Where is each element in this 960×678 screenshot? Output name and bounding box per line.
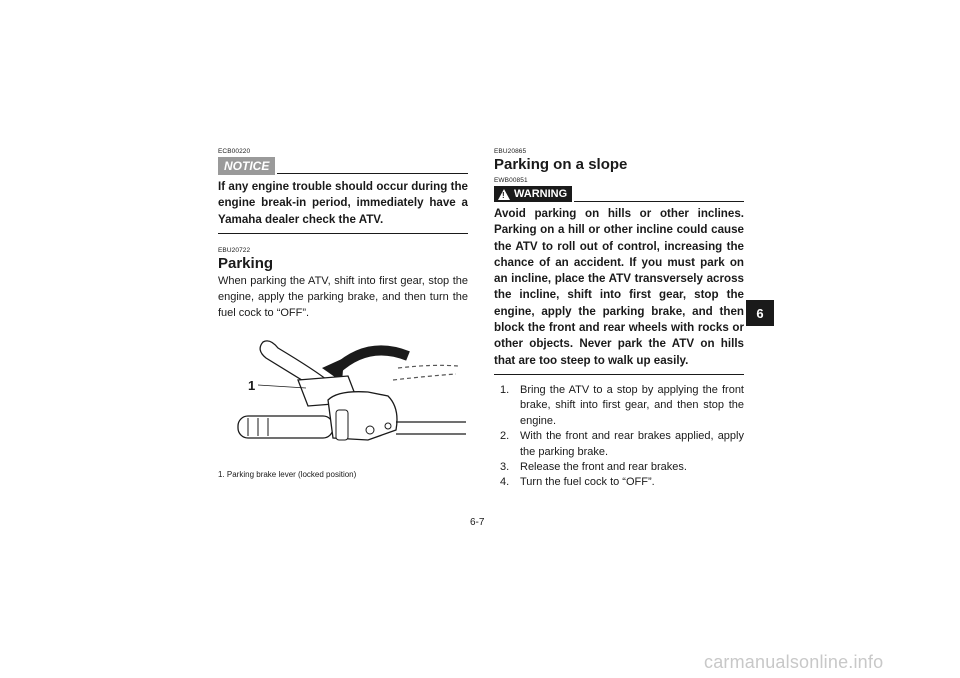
watermark: carmanualsonline.info xyxy=(704,652,884,672)
warning-badge xyxy=(494,186,572,202)
notice-badge: NOTICE xyxy=(218,157,275,175)
warning-code: EWB00851 xyxy=(494,177,528,184)
warning-triangle-icon: ! xyxy=(498,189,510,200)
handlebar-grip xyxy=(238,416,333,438)
warning-rule xyxy=(574,201,744,202)
list-item: 1. Bring the ATV to a stop by applying the front brake, shift into first gear, and then stop the engine. xyxy=(500,383,744,427)
brake-lever-illustration xyxy=(218,330,468,460)
warning-header xyxy=(494,186,744,202)
notice-header xyxy=(218,157,468,175)
notice-end-rule xyxy=(218,233,468,234)
lever-ghost xyxy=(398,365,458,368)
notice-rule xyxy=(277,173,468,174)
warning-label: WARNING xyxy=(514,188,568,200)
notice-code: ECB00220 xyxy=(218,148,251,155)
parking-heading: Parking xyxy=(218,254,274,272)
warning-text: Avoid parking on hills or other inclines. Parking on a hill or other incline could cause the ATV to roll out of control, increasing the chance of an accident. If you must park on an incline, place the ATV transversely across the incline, shift into first gear, stop the engine, apply the parking brake, and then block the front and rear wheels with rocks or other objects. Never park the ATV on hills that are too steep to walk up easily. xyxy=(494,207,744,367)
notice-text: If any engine trouble should occur during the engine break-in period, immediately have a Yamaha dealer check the ATV. xyxy=(218,180,468,226)
slope-steps xyxy=(494,383,744,491)
list-item: 2. With the front and rear brakes applied, apply the parking brake. xyxy=(500,430,744,458)
list-item: 3. Release the front and rear brakes. xyxy=(500,461,687,473)
callout-leader xyxy=(258,385,306,388)
figure-caption: 1. Parking brake lever (locked position) xyxy=(218,469,357,479)
parking-brake-figure xyxy=(218,330,468,460)
list-item: 4. Turn the fuel cock to “OFF”. xyxy=(500,476,655,489)
left-column xyxy=(218,148,468,479)
parking-text: When parking the ATV, shift into first gear, stop the engine, apply the parking brake, and then turn the fuel cock to “OFF”. xyxy=(218,274,468,320)
parking-code: EBU20722 xyxy=(218,246,251,254)
warning-end-rule xyxy=(494,374,744,375)
slope-heading: Parking on a slope xyxy=(494,156,628,173)
chapter-tab: 6 xyxy=(746,300,774,326)
right-column xyxy=(494,148,744,491)
page-number: 6-7 xyxy=(470,517,485,528)
slope-section-code: EBU20865 xyxy=(494,148,527,155)
rotation-arrow xyxy=(336,350,408,370)
figure-callout-1: 1 xyxy=(248,377,256,393)
